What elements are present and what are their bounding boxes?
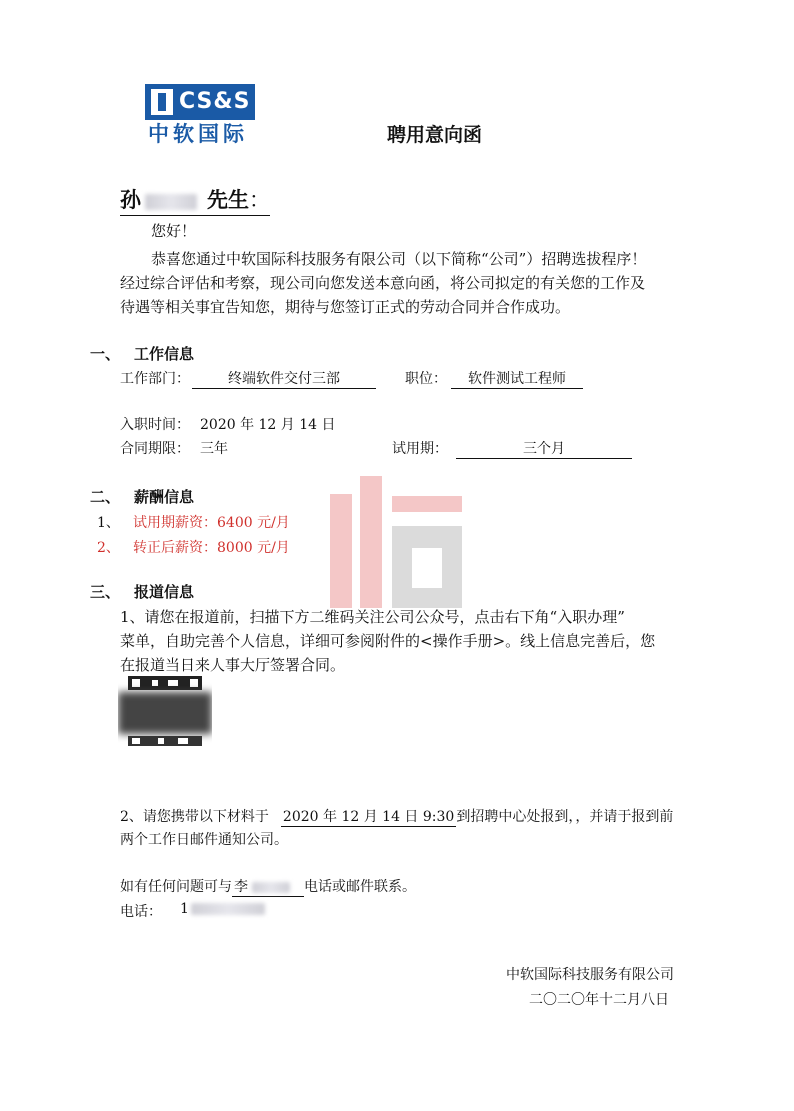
report-date-time: 2020 年 12 月 14 日 9:30 bbox=[281, 806, 456, 827]
logo-i-mark bbox=[151, 89, 173, 115]
salutation-colon: ： bbox=[249, 188, 270, 212]
logo-chinese-name: 中软国际 bbox=[148, 122, 248, 146]
position-value: 软件测试工程师 bbox=[451, 368, 583, 389]
salary-item-2-number: 2、 bbox=[97, 540, 120, 556]
start-date-label: 入职时间： bbox=[120, 417, 190, 433]
position-label: 职位： bbox=[405, 371, 447, 387]
intro-line-3: 待遇等相关事宜告知您，期待与您签订正式的劳动合同并合作成功。 bbox=[120, 298, 571, 316]
salutation-surname: 孙 bbox=[120, 187, 141, 212]
contact-prefix: 如有任何问题可与 bbox=[120, 879, 232, 895]
intro-line-1: 恭喜您通过中软国际科技服务有限公司（以下简称“公司”）招聘选拔程序！ bbox=[151, 250, 647, 268]
contract-term-value: 三年 bbox=[200, 441, 228, 457]
regular-salary: 转正后薪资：8000 元/月 bbox=[133, 540, 290, 556]
redacted-phone bbox=[191, 903, 265, 915]
section2-number: 二、 bbox=[90, 488, 121, 506]
contact-person bbox=[232, 876, 304, 897]
dept-value: 终端软件交付三部 bbox=[192, 368, 376, 389]
report-para2-prefix: 2、请您携带以下材料于 bbox=[120, 809, 269, 825]
greeting: 您好！ bbox=[151, 222, 197, 240]
logo-brand-text: CS&S bbox=[179, 89, 251, 114]
report-para1-line3: 在报道当日来人事大厅签署合同。 bbox=[120, 656, 346, 674]
report-para2-line1 bbox=[120, 806, 673, 827]
signature-date: 二〇二〇年十二月八日 bbox=[529, 992, 669, 1008]
contact-line bbox=[120, 876, 416, 897]
contract-term-label: 合同期限： bbox=[120, 441, 190, 457]
intro-line-2: 经过综合评估和考察，现公司向您发送本意向函，将公司拟定的有关您的工作及 bbox=[120, 274, 646, 292]
redacted-contact-name bbox=[252, 882, 290, 893]
start-date-value: 2020 年 12 月 14 日 bbox=[200, 417, 336, 433]
qr-code bbox=[118, 676, 212, 748]
report-para2-suffix: 到招聘中心处报到，，并请于报到前 bbox=[456, 809, 674, 825]
section1-number: 一、 bbox=[90, 345, 121, 363]
company-logo bbox=[145, 84, 255, 120]
section1-heading: 工作信息 bbox=[134, 345, 195, 363]
section3-number: 三、 bbox=[90, 583, 121, 601]
probation-label: 试用期： bbox=[392, 441, 448, 457]
salutation-suffix: 先生 bbox=[207, 187, 249, 212]
contact-suffix: 电话或邮件联系。 bbox=[304, 879, 416, 895]
phone-number-prefix: 1 bbox=[180, 901, 189, 917]
phone-label: 电话： bbox=[120, 904, 162, 920]
watermark-logo bbox=[330, 476, 462, 608]
probation-salary: 试用期薪资：6400 元/月 bbox=[133, 515, 290, 531]
report-para1-line1: 1、请您在报道前，扫描下方二维码关注公司公众号，点击右下角“入职办理” bbox=[120, 608, 625, 626]
report-para1-line2: 菜单，自助完善个人信息，详细可参阅附件的<操作手册>。线上信息完善后，您 bbox=[120, 632, 656, 650]
section2-heading: 薪酬信息 bbox=[134, 488, 195, 506]
document-title: 聘用意向函 bbox=[387, 124, 483, 146]
probation-value: 三个月 bbox=[456, 438, 632, 459]
redacted-given-name bbox=[145, 194, 197, 210]
signature-company: 中软国际科技服务有限公司 bbox=[506, 967, 674, 983]
salutation bbox=[120, 184, 270, 216]
dept-label: 工作部门： bbox=[120, 371, 190, 387]
phone-number bbox=[180, 901, 265, 917]
salary-item-1-number: 1、 bbox=[97, 515, 120, 531]
section3-heading: 报道信息 bbox=[134, 583, 195, 601]
report-para2-line2: 两个工作日邮件通知公司。 bbox=[120, 832, 288, 848]
contact-person-name: 李 bbox=[234, 879, 248, 895]
